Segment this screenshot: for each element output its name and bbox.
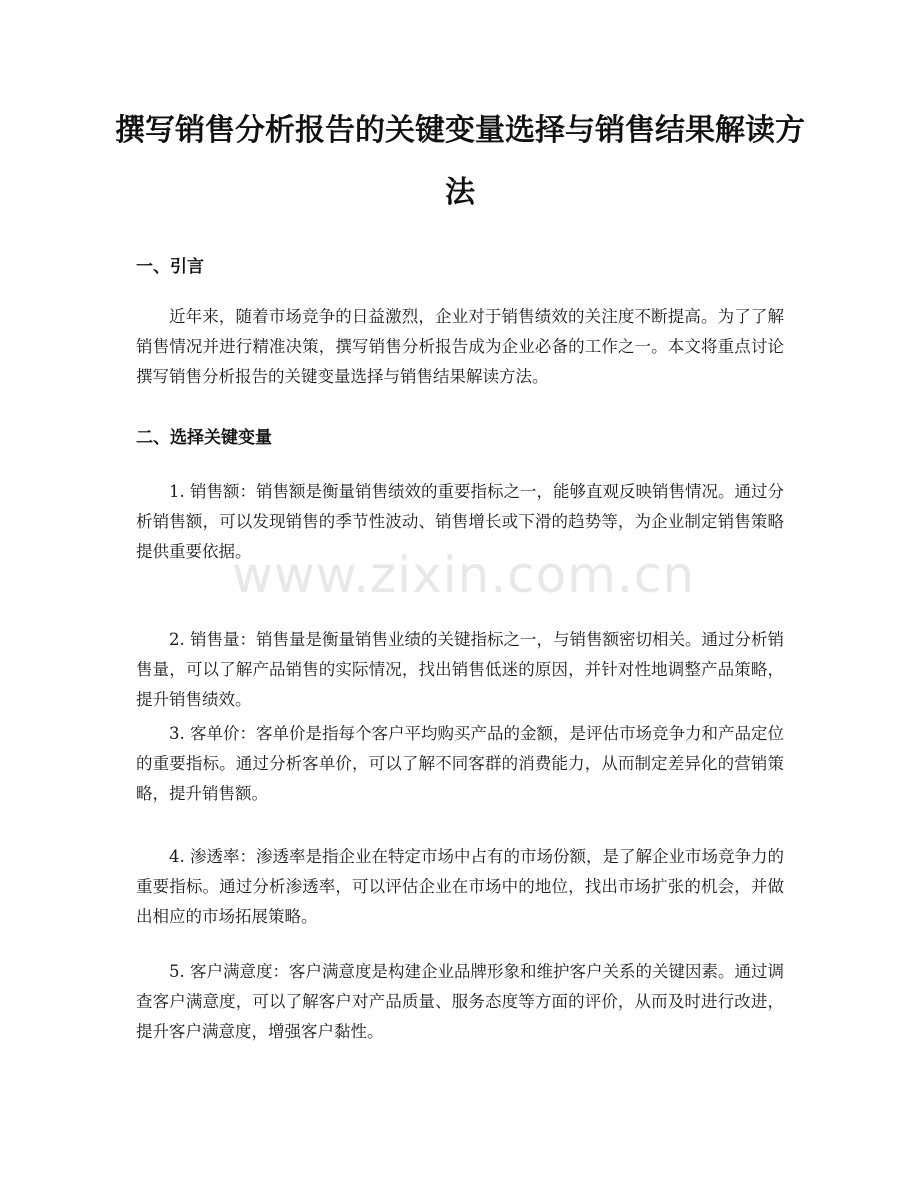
section-heading-introduction: 一、引言 (136, 257, 204, 277)
watermark-text: www.zixin.com.cn (232, 546, 696, 604)
paragraph-sales-amount: 1. 销售额：销售额是衡量销售绩效的重要指标之一，能够直观反映销售情况。通过分析销售额，可以发现销售的季节性波动、销售增长或下滑的趋势等，为企业制定销售策略提供重要依据。 (136, 482, 784, 561)
paragraph-sales-volume: 2. 销售量：销售量是衡量销售业绩的关键指标之一，与销售额密切相关。通过分析销售量，可以了解产品销售的实际情况，找出销售低迷的原因，并针对性地调整产品策略，提升销售绩效。 (136, 630, 784, 709)
paragraph-unit-price: 3. 客单价：客单价是指每个客户平均购买产品的金额，是评估市场竞争力和产品定位的重要指标。通过分析客单价，可以了解不同客群的消费能力，从而制定差异化的营销策略，提升销售额。 (136, 724, 784, 803)
paragraph-customer-satisfaction: 5. 客户满意度：客户满意度是构建企业品牌形象和维护客户关系的关键因素。通过调查客户满意度，可以了解客户对产品质量、服务态度等方面的评价，从而及时进行改进，提升客户满意度，增强客户黏性。 (136, 962, 784, 1041)
section-heading-key-variables: 二、选择关键变量 (136, 428, 272, 448)
paragraph-introduction: 近年来，随着市场竞争的日益激烈，企业对于销售绩效的关注度不断提高。为了了解销售情况并进行精准决策，撰写销售分析报告成为企业必备的工作之一。本文将重点讨论撰写销售分析报告的关键变量选择与销售结果解读方法。 (136, 307, 784, 386)
document-title: 撰写销售分析报告的关键变量选择与销售结果解读方法 (115, 113, 805, 210)
paragraph-penetration-rate: 4. 渗透率：渗透率是指企业在特定市场中占有的市场份额，是了解企业市场竞争力的重要指标。通过分析渗透率，可以评估企业在市场中的地位，找出市场扩张的机会，并做出相应的市场拓展策略。 (136, 847, 784, 926)
